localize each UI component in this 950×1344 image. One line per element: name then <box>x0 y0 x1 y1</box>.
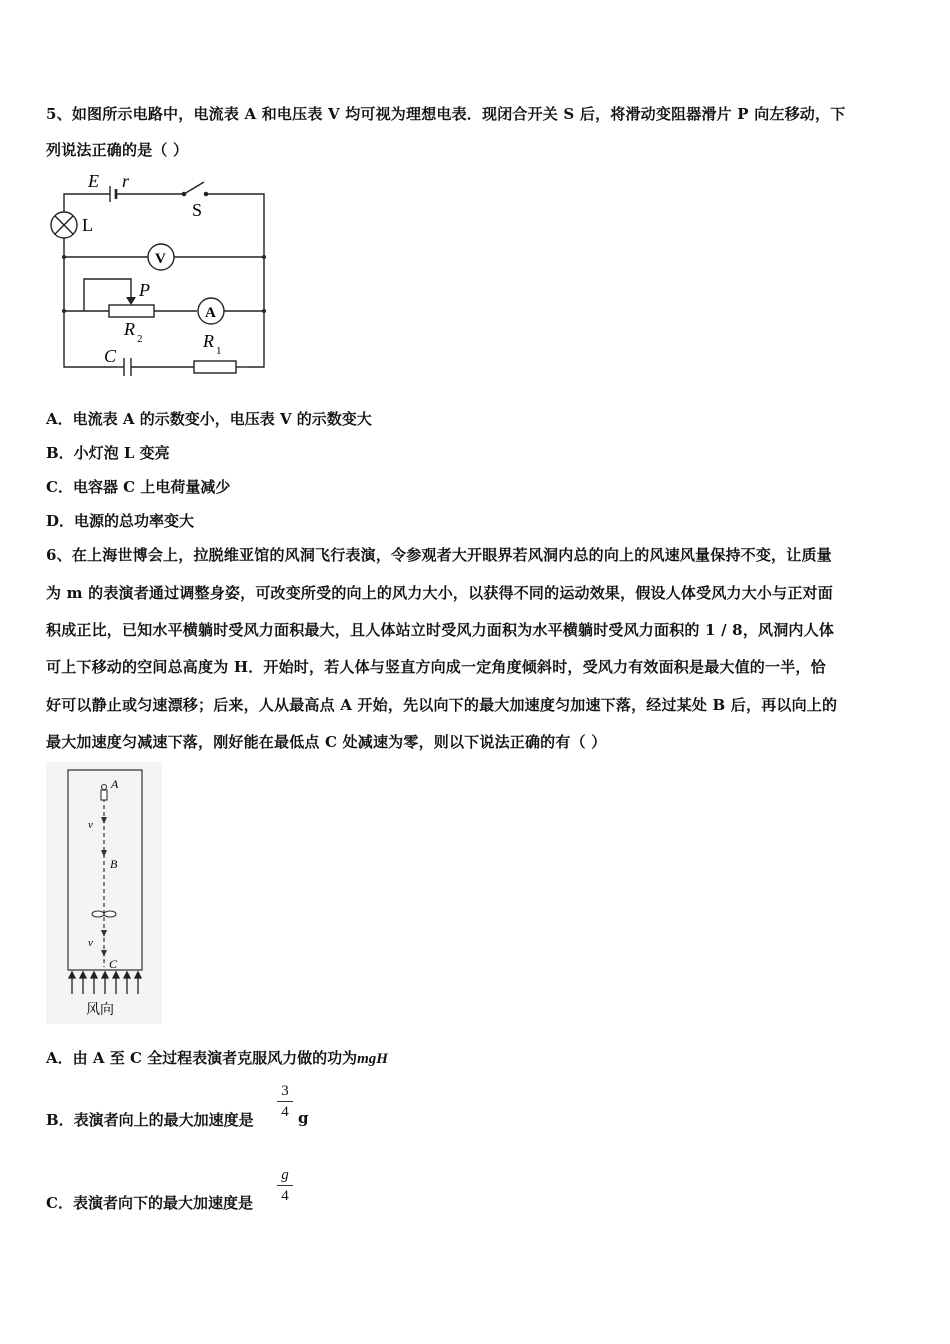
fig-label-v2: v <box>88 937 93 949</box>
label-c: C <box>104 346 117 366</box>
q6-option-c-fraction <box>277 1166 293 1205</box>
q5-option-c: C．电容器 C 上电荷量减少 <box>46 478 231 496</box>
q5-stem-line1: 5、如图所示电路中，电流表 A 和电压表 V 均可视为理想电表．现闭合开关 S 后，将滑动变阻器滑片 P 向左移动，下 <box>46 105 846 123</box>
label-r2-sub: 2 <box>137 333 143 345</box>
q6-option-c-text: C．表演者向下的最大加速度是 <box>46 1194 253 1212</box>
q5-option-a: A．电流表 A 的示数变小，电压表 V 的示数变大 <box>46 410 372 428</box>
q6-stem-line2: 为 m 的表演者通过调整身姿，可改变所受的向上的风力大小，以获得不同的运动效果，假设人体受风力大小与正对面 <box>46 584 833 602</box>
fig-label-v1: v <box>88 819 93 831</box>
fig-label-c: C <box>109 957 118 971</box>
label-s: S <box>192 200 203 220</box>
circuit-diagram <box>44 172 274 382</box>
q6-option-b-text: B．表演者向上的最大加速度是 <box>46 1111 254 1129</box>
wind-tunnel-figure <box>46 762 162 1024</box>
q6-stem-line6: 最大加速度匀减速下落，刚好能在最低点 C 处减速为零，则以下说法正确的有（ ） <box>46 733 607 751</box>
q6-option-c-denominator: 4 <box>281 1188 289 1204</box>
q6-stem-line5: 好可以静止或匀速漂移；后来，人从最高点 A 开始，先以向下的最大加速度匀加速下落，经过某处 B 后，再以向上的 <box>46 696 838 714</box>
label-r2: R <box>124 319 135 339</box>
q6-stem-line3: 积成正比，已知水平横躺时受风力面积最大，且人体站立时受风力面积为水平横躺时受风力面积的 1 / 8，风洞内人体 <box>46 621 835 639</box>
q6-option-b-numerator: 3 <box>281 1083 289 1099</box>
q6-option-c <box>46 1192 253 1213</box>
label-r1-sub: 1 <box>216 345 222 357</box>
q6-option-b-denominator: 4 <box>281 1104 289 1120</box>
label-p: P <box>139 280 150 300</box>
q6-option-b-fraction <box>277 1082 293 1121</box>
q6-option-c-numerator: g <box>281 1167 289 1183</box>
label-r: r <box>122 172 130 191</box>
fig-label-a: A <box>111 777 119 791</box>
q5-option-b: B．小灯泡 L 变亮 <box>46 444 170 462</box>
q6-option-a-text: A．由 A 至 C 全过程表演者克服风力做的功为 <box>46 1049 358 1067</box>
label-a: A <box>205 305 216 321</box>
q6-option-b <box>46 1109 254 1130</box>
fig-label-b: B <box>110 857 118 871</box>
q5-option-d: D．电源的总功率变大 <box>46 512 195 530</box>
label-e: E <box>88 172 99 191</box>
q6-stem-line1: 6、在上海世博会上，拉脱维亚馆的风洞飞行表演，令参观者大开眼界若风洞内总的向上的风速风量保持不变，让质量 <box>46 546 832 564</box>
q6-option-b-tail: g <box>298 1109 309 1127</box>
label-v: V <box>155 251 166 267</box>
label-r1: R <box>203 331 214 351</box>
label-l: L <box>82 215 93 235</box>
q6-stem-line4: 可上下移动的空间总高度为 H．开始时，若人体与竖直方向成一定角度倾斜时，受风力有效面积是最大值的一半，恰 <box>46 658 826 676</box>
q6-option-a <box>46 1047 388 1068</box>
fig-label-wind: 风向 <box>86 1003 114 1018</box>
q6-option-a-math: mgH <box>357 1051 388 1067</box>
q5-stem-line2: 列说法正确的是（ ） <box>46 141 189 159</box>
